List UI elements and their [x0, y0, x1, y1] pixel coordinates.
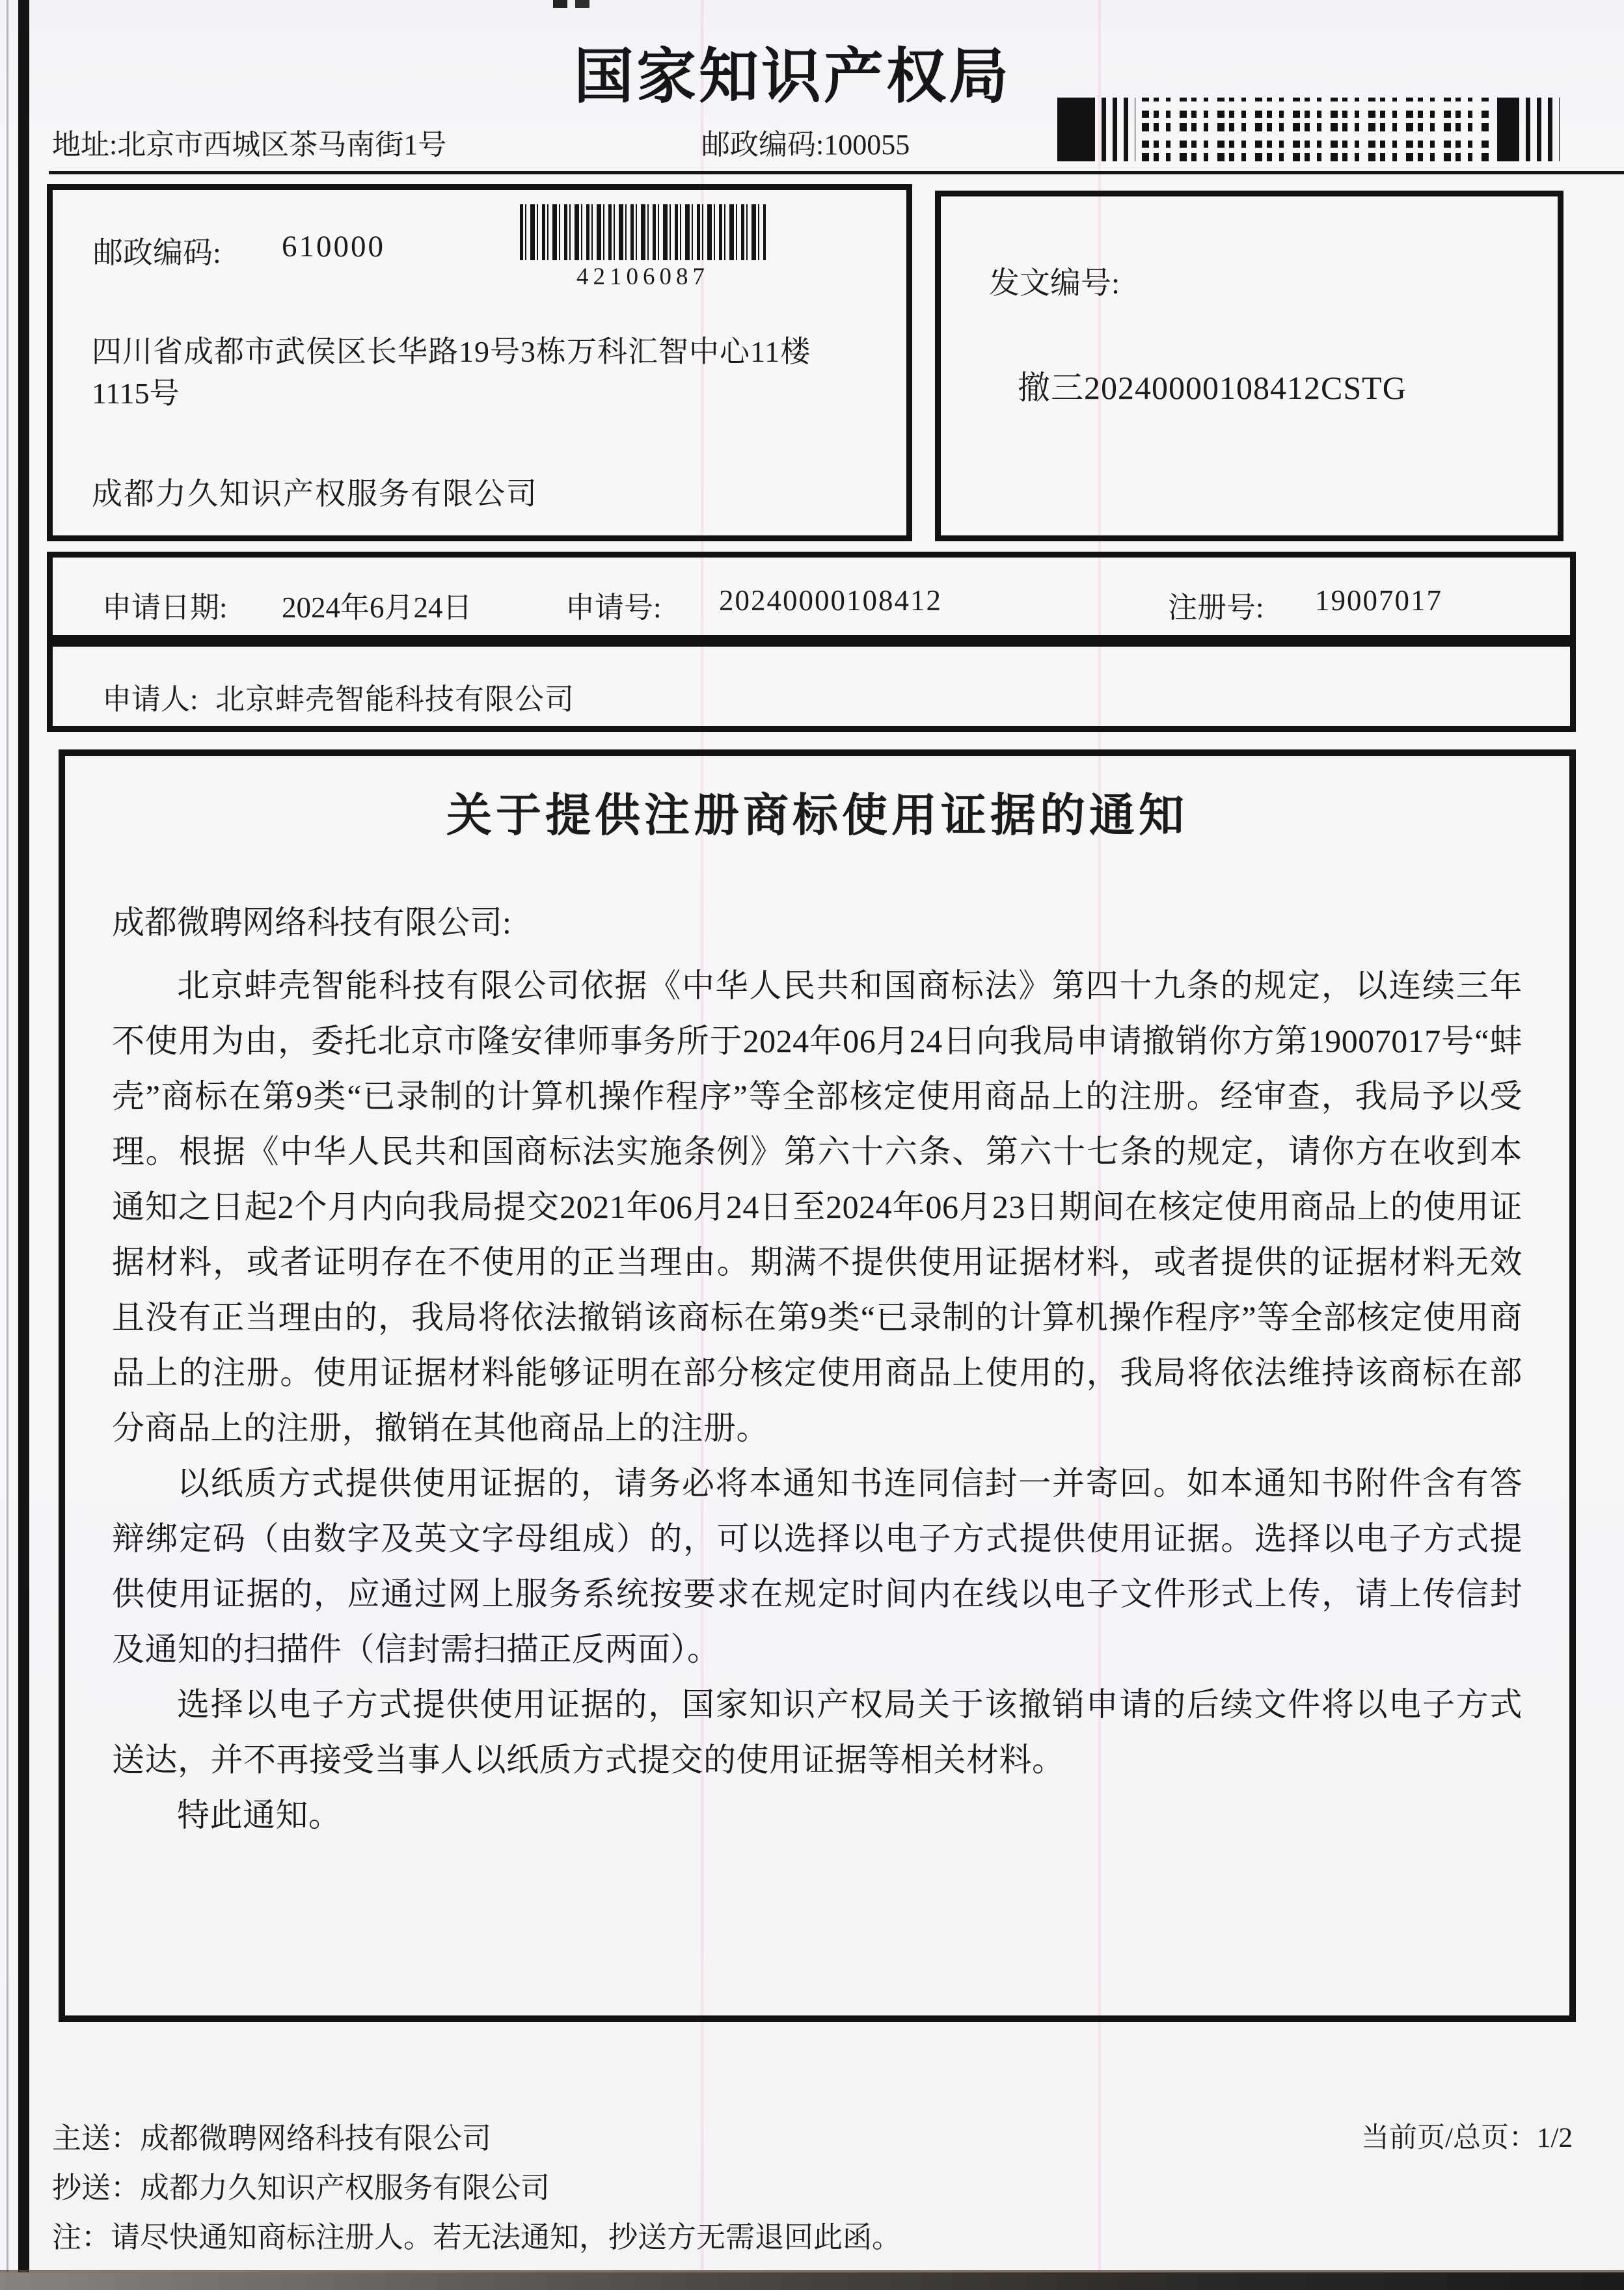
notice-paragraph: 北京蚌壳智能科技有限公司依据《中华人民共和国商标法》第四十九条的规定，以连续三年不使用为由，委托北京市隆安律师事务所于2024年06月24日向我局申请撤销你方第19007017号“蚌壳”商标在第9类“已录制的计算机操作程序”等全部核定使用商品上的注册。经审查，我局予以受理。根据《中华人民共和国商标法实施条例》第六十六条、第六十七条的规定，请你方在收到本通知之日起2个月内向我局提交2021年06月24日至2024年06月23日期间在核定使用商品上的使用证据材料，或者证明存在不使用的正当理由。期满不提供使用证据材料，或者提供的证据材料无效且没有正当理由的，我局将依法撤销该商标在第9类“已录制的计算机操作程序”等全部核定使用商品上的注册。使用证据材料能够证明在部分核定使用商品上使用的，我局将依法维持该商标在部分商品上的注册，撤销在其他商品上的注册。: [112, 967, 1522, 1446]
header-divider-rule: [49, 171, 1624, 174]
registration-no-label: 注册号:: [1168, 591, 1264, 624]
recipient-address-line1: 四川省成都市武侯区长华路19号3栋万科汇智中心11楼: [92, 335, 811, 368]
agency-address: 地址:北京市西城区茶马南街1号: [52, 129, 447, 161]
document-number-label: 发文编号:: [989, 267, 1120, 301]
recipient-address-line2: 1115号: [92, 377, 180, 410]
mailing-barcode-number: 42106087: [576, 263, 709, 290]
barcode-guard-bars: [1526, 98, 1560, 161]
document-number-box: [935, 191, 1563, 541]
notice-paragraph: 选择以电子方式提供使用证据的，国家知识产权局关于该撤销申请的后续文件将以电子方式送达，并不再接受当事人以纸质方式提交的使用证据等相关材料。: [112, 1686, 1522, 1778]
application-date-value: 2024年6月24日: [282, 591, 472, 624]
notice-paragraph: 以纸质方式提供使用证据的，请务必将本通知书连同信封一并寄回。如本通知书附件含有答辩绑定码（由数字及英文字母组成）的，可以选择以电子方式提供使用证据。选择以电子方式提供使用证据的，应通过网上服务系统按要求在规定时间内在线以电子文件形式上传，请上传信封及通知的扫描件（信封需扫描正反两面）。: [112, 1465, 1522, 1667]
mailing-1d-barcode: [520, 204, 766, 260]
barcode-guard-block: [1057, 98, 1095, 161]
agency-postal-code: 邮政编码:100055: [701, 129, 910, 161]
recipient-agent-name: 成都力久知识产权服务有限公司: [92, 478, 538, 511]
notice-body-box: [59, 749, 1576, 2022]
footer-page-indicator: 当前页/总页：1/2: [1361, 2123, 1573, 2153]
barcode-guard-bars: [1102, 98, 1135, 161]
scan-edge-black-band: [18, 0, 29, 2290]
document-2d-barcode: [1057, 98, 1560, 161]
notice-body: [112, 958, 1522, 1843]
scan-top-mark: [553, 0, 567, 8]
agency-title: 国家知识产权局: [573, 44, 1011, 110]
recipient-postal-code: 610000: [282, 230, 385, 263]
footer-cc-recipient: 抄送：成都力久知识产权服务有限公司: [52, 2172, 550, 2204]
notice-paragraph: 特此通知。: [177, 1797, 342, 1833]
notice-title: 关于提供注册商标使用证据的通知: [446, 791, 1188, 841]
recipient-postal-label: 邮政编码:: [93, 236, 221, 269]
application-no-value: 20240000108412: [719, 584, 942, 617]
applicant-label: 申请人:: [102, 683, 198, 716]
notice-salutation: 成都微聘网络科技有限公司:: [112, 904, 511, 941]
footer-main-recipient: 主送：成都微聘网络科技有限公司: [52, 2122, 492, 2155]
application-meta-box: [47, 552, 1576, 641]
scan-edge-thin-line: [7, 0, 8, 2290]
scan-bottom-band: [0, 2272, 1624, 2290]
applicant-name: 北京蚌壳智能科技有限公司: [215, 683, 575, 716]
barcode-matrix-pattern: [1142, 98, 1491, 161]
barcode-guard-block: [1497, 98, 1519, 161]
recipient-address-box: [47, 184, 912, 541]
footer-note: 注：请尽快通知商标注册人。若无法通知，抄送方无需退回此函。: [52, 2221, 902, 2254]
registration-no-value: 19007017: [1315, 584, 1442, 617]
applicant-box: [47, 641, 1576, 732]
application-date-label: 申请日期:: [102, 591, 228, 624]
document-number-value: 撤三20240000108412CSTG: [1018, 370, 1407, 406]
application-no-label: 申请号:: [565, 591, 662, 624]
